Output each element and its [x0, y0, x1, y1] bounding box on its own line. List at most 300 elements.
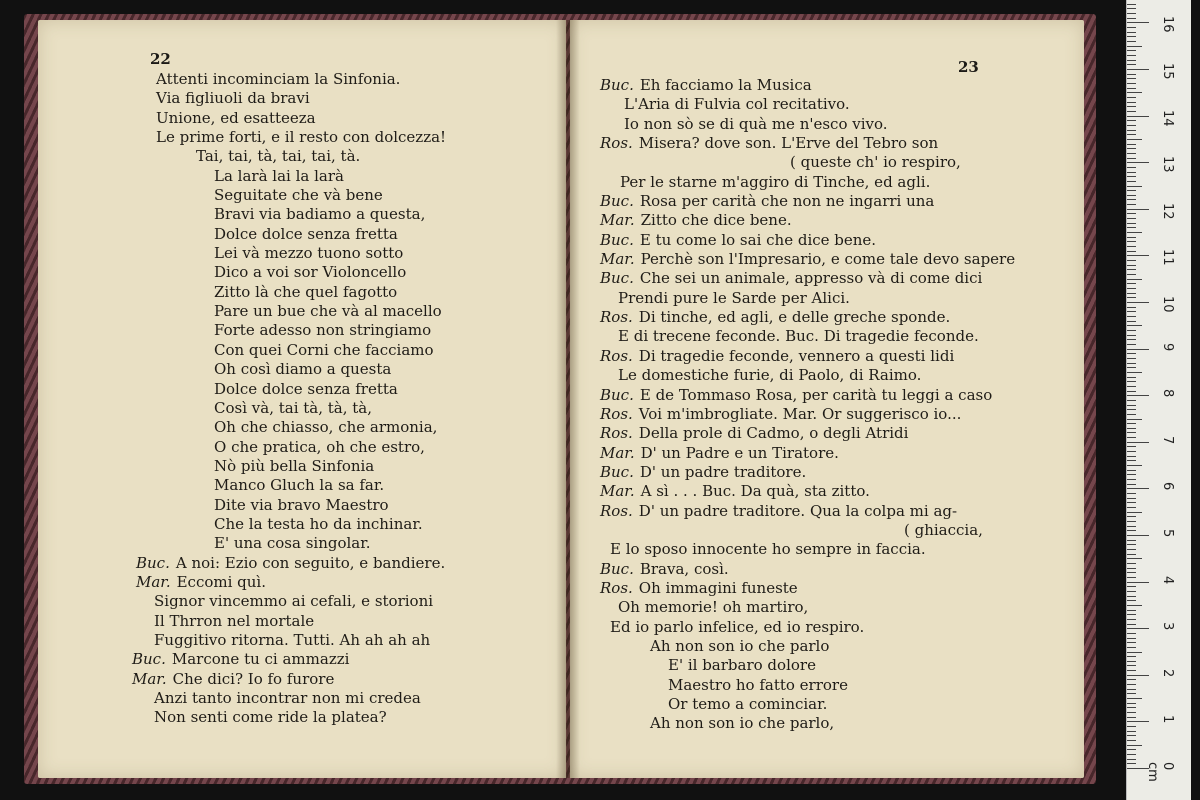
ruler-tick: [1127, 358, 1136, 359]
ruler-tick: [1127, 414, 1136, 415]
ruler-tick: [1127, 726, 1136, 727]
ruler-tick: [1127, 549, 1136, 550]
ruler-tick: [1127, 288, 1136, 289]
ruler-tick: [1127, 512, 1142, 513]
ruler-tick: [1127, 586, 1136, 587]
text-line: [128, 631, 558, 650]
ruler-number: 6: [1160, 482, 1175, 491]
line-text: Il Thrron nel mortale: [154, 611, 315, 630]
ruler-tick: [1127, 381, 1136, 382]
ruler-tick: [1127, 759, 1136, 760]
ruler-tick: [1127, 530, 1136, 531]
ruler-tick: [1127, 610, 1136, 611]
ruler-tick: [1127, 423, 1136, 424]
text-line: [128, 147, 558, 166]
ruler-tick: [1127, 32, 1136, 33]
ruler-tick: [1127, 102, 1136, 103]
ruler-tick: [1127, 69, 1149, 70]
text-line: [594, 347, 1014, 366]
text-line: [594, 250, 1014, 269]
line-text: Così và, tai tà, tà, tà,: [214, 398, 373, 417]
text-line: [594, 424, 1014, 443]
text-line: [594, 366, 1014, 385]
ruler-tick: [1127, 251, 1136, 252]
speaker-label: Buc.: [600, 559, 634, 578]
ruler-tick: [1127, 199, 1136, 200]
ruler-number: 14: [1160, 109, 1175, 127]
text-line: [128, 380, 558, 399]
ruler-tick: [1127, 106, 1136, 107]
ruler-tick: [1127, 64, 1136, 65]
ruler-tick: [1127, 661, 1136, 662]
line-text: Che sei un animale, appresso và di come dici: [639, 269, 983, 288]
text-line: [128, 418, 558, 437]
ruler-tick: [1127, 269, 1136, 270]
ruler-number: 5: [1160, 529, 1175, 538]
text-line: [128, 534, 558, 553]
ruler-tick: [1127, 740, 1136, 741]
line-text: Oh immagini funeste: [638, 578, 798, 597]
text-line: [128, 573, 558, 592]
speaker-label: Mar.: [600, 482, 635, 501]
ruler-tick: [1127, 190, 1136, 191]
ruler-tick: [1127, 735, 1136, 736]
ruler-tick: [1127, 223, 1136, 224]
ruler-tick: [1127, 88, 1136, 89]
ruler-tick: [1127, 60, 1136, 61]
ruler-tick: [1127, 633, 1136, 634]
line-text: Prendi pure le Sarde per Alici.: [618, 288, 850, 307]
ruler-tick: [1127, 386, 1136, 387]
ruler-tick: [1127, 144, 1136, 145]
ruler-tick: [1127, 50, 1136, 51]
ruler-tick: [1127, 652, 1142, 653]
line-text: Rosa per carità che non ne ingarri una: [639, 192, 935, 211]
ruler-tick: [1127, 479, 1136, 480]
ruler-number: 12: [1160, 202, 1175, 220]
line-text: Misera? dove son. L'Erve del Tebro son: [638, 134, 939, 153]
ruler-tick: [1127, 116, 1149, 117]
line-text: A sì . . . Buc. Da quà, sta zitto.: [640, 482, 870, 501]
text-line: [128, 302, 558, 321]
speaker-label: Buc.: [136, 553, 170, 572]
text-line: [594, 134, 1014, 153]
ruler-tick: [1127, 717, 1136, 718]
ruler-tick: [1127, 568, 1136, 569]
text-line: [128, 109, 558, 128]
ruler-number: 1: [1160, 715, 1175, 724]
text-line: [594, 540, 1014, 559]
ruler-tick: [1127, 474, 1136, 475]
text-line: [128, 244, 558, 263]
ruler-number: 0 cm: [1145, 762, 1175, 782]
ruler-tick: [1127, 92, 1142, 93]
ruler-tick: [1127, 460, 1136, 461]
ruler-tick: [1127, 721, 1149, 722]
text-line: [594, 637, 1014, 656]
ruler-tick: [1127, 754, 1136, 755]
speaker-label: Ros.: [600, 501, 633, 520]
line-text: Eccomi quì.: [176, 572, 266, 591]
line-text: Tai, tai, tà, tai, tai, tà.: [196, 147, 361, 166]
ruler-tick: [1127, 158, 1136, 159]
ruler-tick: [1127, 619, 1136, 620]
text-line: [594, 463, 1014, 482]
line-text: Dico a voi sor Violoncello: [214, 263, 407, 282]
ruler-tick: [1127, 41, 1136, 42]
ruler-tick: [1127, 605, 1142, 606]
text-line: [128, 689, 558, 708]
ruler-tick: [1127, 526, 1136, 527]
speaker-label: Ros.: [600, 578, 633, 597]
line-text: Ed io parlo infelice, ed io respiro.: [610, 617, 865, 636]
line-text: O che pratica, oh che estro,: [214, 437, 425, 456]
line-text: Signor vincemmo ai cefali, e storioni: [154, 592, 434, 611]
ruler-tick: [1127, 293, 1136, 294]
text-line: [128, 283, 558, 302]
line-text: D' un padre traditore. Qua la colpa mi ag-: [638, 501, 958, 520]
ruler-tick: [1127, 297, 1136, 298]
ruler-number: 16: [1160, 16, 1175, 33]
ruler-tick: [1127, 125, 1136, 126]
ruler-tick: [1127, 204, 1136, 205]
text-line: [128, 592, 558, 611]
text-line: [594, 95, 1014, 114]
ruler-tick: [1127, 27, 1136, 28]
line-text: Con quei Corni che facciamo: [214, 340, 434, 359]
ruler-tick: [1127, 83, 1136, 84]
ruler-tick: [1127, 391, 1136, 392]
measuring-ruler: [1126, 0, 1191, 800]
speaker-label: Mar.: [600, 250, 635, 269]
ruler-tick: [1127, 484, 1136, 485]
line-text: E tu come lo sai che dice bene.: [639, 230, 877, 249]
text-line: [128, 167, 558, 186]
ruler-tick: [1127, 279, 1142, 280]
ruler-tick: [1127, 624, 1136, 625]
ruler-tick: [1127, 465, 1142, 466]
line-text: Zitto là che quel fagotto: [214, 282, 398, 301]
ruler-tick: [1127, 74, 1136, 75]
speaker-label: Ros.: [600, 424, 633, 443]
ruler-tick: [1127, 130, 1136, 131]
ruler-tick: [1127, 596, 1136, 597]
ruler-tick: [1127, 148, 1136, 149]
line-text: Che la testa ho da inchinar.: [214, 514, 423, 533]
speaker-label: Buc.: [600, 230, 634, 249]
line-text: Bravi via badiamo a questa,: [214, 205, 426, 224]
text-line: [128, 128, 558, 147]
line-text: Unione, ed esatteeza: [156, 108, 316, 127]
ruler-tick: [1127, 582, 1149, 583]
ruler-tick: [1127, 283, 1136, 284]
line-text: Pare un bue che và al macello: [214, 302, 442, 321]
line-text: ( queste ch' io respiro,: [790, 153, 961, 172]
ruler-tick: [1127, 656, 1136, 657]
text-line: [594, 192, 1014, 211]
line-text: Voi m'imbrogliate. Mar. Or suggerisco io...: [638, 404, 962, 423]
text-line: [594, 482, 1014, 501]
speaker-label: Ros.: [600, 134, 633, 153]
text-line: [594, 289, 1014, 308]
speaker-label: Ros.: [600, 404, 633, 423]
line-text: A noi: Ezio con seguito, e bandiere.: [175, 553, 446, 572]
ruler-tick: [1127, 679, 1136, 680]
ruler-tick: [1127, 400, 1136, 401]
line-text: La larà lai la larà: [214, 166, 344, 185]
text-line: [594, 521, 1014, 540]
text-line: [594, 444, 1014, 463]
line-text: Per le starne m'aggiro di Tinche, ed agli.: [620, 172, 931, 191]
line-text: Oh memorie! oh martiro,: [618, 598, 809, 617]
line-text: Forte adesso non stringiamo: [214, 321, 432, 340]
ruler-tick: [1127, 558, 1142, 559]
line-text: D' un padre traditore.: [639, 462, 807, 481]
line-text: Le domestiche furie, di Paolo, di Raimo.: [618, 366, 922, 385]
ruler-tick: [1127, 377, 1136, 378]
line-text: Di tragedie feconde, vennero a questi lidi: [638, 346, 955, 365]
text-line: [128, 496, 558, 515]
text-line: [594, 502, 1014, 521]
text-line: [128, 341, 558, 360]
ruler-tick: [1127, 670, 1136, 671]
ruler-tick: [1127, 162, 1149, 163]
text-line: [594, 173, 1014, 192]
speaker-label: Buc.: [600, 269, 634, 288]
ruler-tick: [1127, 731, 1136, 732]
ruler-tick: [1127, 554, 1136, 555]
ruler-tick: [1127, 13, 1136, 14]
line-text: Dolce dolce senza fretta: [214, 224, 398, 243]
ruler-number: 11: [1160, 249, 1175, 266]
speaker-label: Mar.: [600, 211, 635, 230]
ruler-number: 9: [1160, 342, 1175, 351]
ruler-tick: [1127, 451, 1136, 452]
ruler-tick: [1127, 419, 1142, 420]
ruler-tick: [1127, 409, 1136, 410]
ruler-number: 10: [1160, 296, 1175, 313]
ruler-tick: [1127, 437, 1136, 438]
line-text: ( ghiaccia,: [904, 520, 983, 539]
speaker-label: Buc.: [600, 462, 634, 481]
text-line: [128, 554, 558, 573]
ruler-number: 13: [1160, 156, 1175, 173]
ruler-tick: [1127, 241, 1136, 242]
text-line: [594, 560, 1014, 579]
ruler-tick: [1127, 349, 1149, 350]
ruler-tick: [1127, 265, 1136, 266]
text-line: [594, 327, 1014, 346]
ruler-tick: [1127, 311, 1136, 312]
text-line: [128, 205, 558, 224]
ruler-tick: [1127, 488, 1149, 489]
ruler-tick: [1127, 36, 1136, 37]
ruler-tick: [1127, 218, 1136, 219]
line-text: Nò più bella Sinfonia: [214, 456, 375, 475]
speaker-label: Mar.: [600, 443, 635, 462]
speaker-label: Mar.: [136, 572, 171, 591]
line-text: Della prole di Cadmo, o degli Atridi: [638, 424, 909, 443]
text-line: [128, 515, 558, 534]
ruler-tick: [1127, 302, 1149, 303]
line-text: Marcone tu ci ammazzi: [171, 650, 350, 669]
ruler-tick: [1127, 186, 1142, 187]
ruler-tick: [1127, 181, 1136, 182]
ruler-tick: [1127, 134, 1136, 135]
line-text: Dite via bravo Maestro: [214, 495, 389, 514]
ruler-tick: [1127, 274, 1136, 275]
ruler-tick: [1127, 339, 1136, 340]
text-line: [594, 231, 1014, 250]
ruler-tick: [1127, 446, 1136, 447]
ruler-tick: [1127, 521, 1136, 522]
text-line: [128, 650, 558, 669]
text-line: [128, 612, 558, 631]
line-text: L'Aria di Fulvia col recitativo.: [624, 95, 850, 114]
text-line: [128, 360, 558, 379]
ruler-tick: [1127, 707, 1136, 708]
right-page-text: [594, 76, 1014, 734]
line-text: Seguitate che và bene: [214, 186, 383, 205]
ruler-tick: [1127, 638, 1136, 639]
line-text: Attenti incominciam la Sinfonia.: [156, 70, 401, 88]
line-text: Oh così diamo a questa: [214, 360, 392, 379]
ruler-tick: [1127, 432, 1136, 433]
text-line: [128, 399, 558, 418]
ruler-tick: [1127, 8, 1136, 9]
page-number-left: 22: [150, 50, 171, 68]
line-text: Fuggitivo ritorna. Tutti. Ah ah ah ah: [154, 630, 431, 649]
line-text: Le prime forti, e il resto con dolcezza!: [156, 128, 447, 147]
text-line: [594, 579, 1014, 598]
ruler-number: 7: [1160, 435, 1175, 445]
ruler-tick: [1127, 367, 1136, 368]
ruler-tick: [1127, 325, 1142, 326]
ruler-tick: [1127, 614, 1136, 615]
ruler-tick: [1127, 111, 1136, 112]
ruler-tick: [1127, 516, 1136, 517]
ruler-tick: [1127, 712, 1136, 713]
ruler-tick: [1127, 4, 1136, 5]
line-text: Via figliuoli da bravi: [156, 89, 310, 108]
ruler-tick: [1127, 591, 1136, 592]
line-text: Ah non son io che parlo: [650, 636, 830, 655]
ruler-tick: [1127, 260, 1136, 261]
ruler-tick: [1127, 647, 1136, 648]
ruler-tick: [1127, 237, 1136, 238]
ruler-tick: [1127, 372, 1142, 373]
ruler-tick: [1127, 563, 1136, 564]
ruler-tick: [1127, 335, 1136, 336]
speaker-label: Buc.: [600, 385, 634, 404]
speaker-label: Ros.: [600, 308, 633, 327]
text-line: [594, 153, 1014, 172]
ruler-tick: [1127, 353, 1136, 354]
ruler-tick: [1127, 255, 1149, 256]
ruler-tick: [1127, 18, 1136, 19]
ruler-tick: [1127, 172, 1136, 173]
ruler-number: 4: [1160, 575, 1175, 584]
line-text: E' il barbaro dolore: [668, 656, 816, 675]
line-text: Brava, così.: [639, 559, 729, 578]
text-line: [128, 70, 558, 89]
speaker-label: Buc.: [600, 192, 634, 211]
ruler-tick: [1127, 232, 1142, 233]
ruler-tick: [1127, 120, 1136, 121]
ruler-tick: [1127, 544, 1136, 545]
line-text: E' una cosa singolar.: [214, 534, 371, 553]
ruler-tick: [1127, 698, 1142, 699]
ruler-tick: [1127, 442, 1149, 443]
line-text: Di tinche, ed agli, e delle greche sponde.: [638, 308, 951, 327]
text-line: [594, 211, 1014, 230]
ruler-tick: [1127, 684, 1136, 685]
ruler-tick: [1127, 97, 1136, 98]
line-text: Eh facciamo la Musica: [639, 76, 812, 94]
text-line: [128, 438, 558, 457]
line-text: Or temo a cominciar.: [668, 695, 828, 713]
ruler-tick: [1127, 665, 1136, 666]
ruler-tick: [1127, 55, 1136, 56]
ruler-tick: [1127, 628, 1149, 629]
line-text: Anzi tanto incontrar non mi credea: [154, 689, 421, 707]
text-line: [594, 386, 1014, 405]
line-text: Maestro ho fatto errore: [668, 675, 848, 694]
ruler-tick: [1127, 675, 1149, 676]
text-line: [594, 695, 1014, 714]
book-gutter: [556, 20, 580, 778]
line-text: Zitto che dice bene.: [640, 211, 792, 230]
ruler-tick: [1127, 577, 1136, 578]
text-line: [594, 115, 1014, 134]
line-text: Ah non son io che parlo,: [650, 714, 835, 733]
text-line: [594, 656, 1014, 675]
text-line: [594, 308, 1014, 327]
text-line: [594, 269, 1014, 288]
ruler-tick: [1127, 507, 1136, 508]
ruler-tick: [1127, 703, 1136, 704]
ruler-tick: [1127, 493, 1136, 494]
ruler-tick: [1127, 502, 1136, 503]
ruler-number: 3: [1160, 622, 1175, 631]
ruler-tick: [1127, 745, 1142, 746]
speaker-label: Buc.: [600, 76, 634, 94]
ruler-tick: [1127, 428, 1136, 429]
line-text: Manco Gluch la sa far.: [214, 476, 385, 495]
text-line: [128, 186, 558, 205]
ruler-tick: [1127, 363, 1136, 364]
text-line: [128, 457, 558, 476]
text-line: [128, 708, 558, 727]
line-text: D' un Padre e un Tiratore.: [640, 443, 839, 462]
line-text: E de Tommaso Rosa, per carità tu leggi a caso: [639, 385, 993, 404]
ruler-tick: [1127, 344, 1136, 345]
text-line: [128, 263, 558, 282]
ruler-tick: [1127, 689, 1136, 690]
text-line: [128, 670, 558, 689]
ruler-number: 2: [1160, 668, 1175, 678]
text-line: [128, 89, 558, 108]
speaker-label: Mar.: [132, 669, 167, 688]
ruler-tick: [1127, 642, 1136, 643]
line-text: Dolce dolce senza fretta: [214, 379, 398, 398]
ruler-tick: [1127, 316, 1136, 317]
ruler-tick: [1127, 209, 1149, 210]
speaker-label: Ros.: [600, 346, 633, 365]
ruler-tick: [1127, 195, 1136, 196]
line-text: Io non sò se di quà me n'esco vivo.: [624, 114, 888, 133]
line-text: Oh che chiasso, che armonia,: [214, 418, 438, 437]
